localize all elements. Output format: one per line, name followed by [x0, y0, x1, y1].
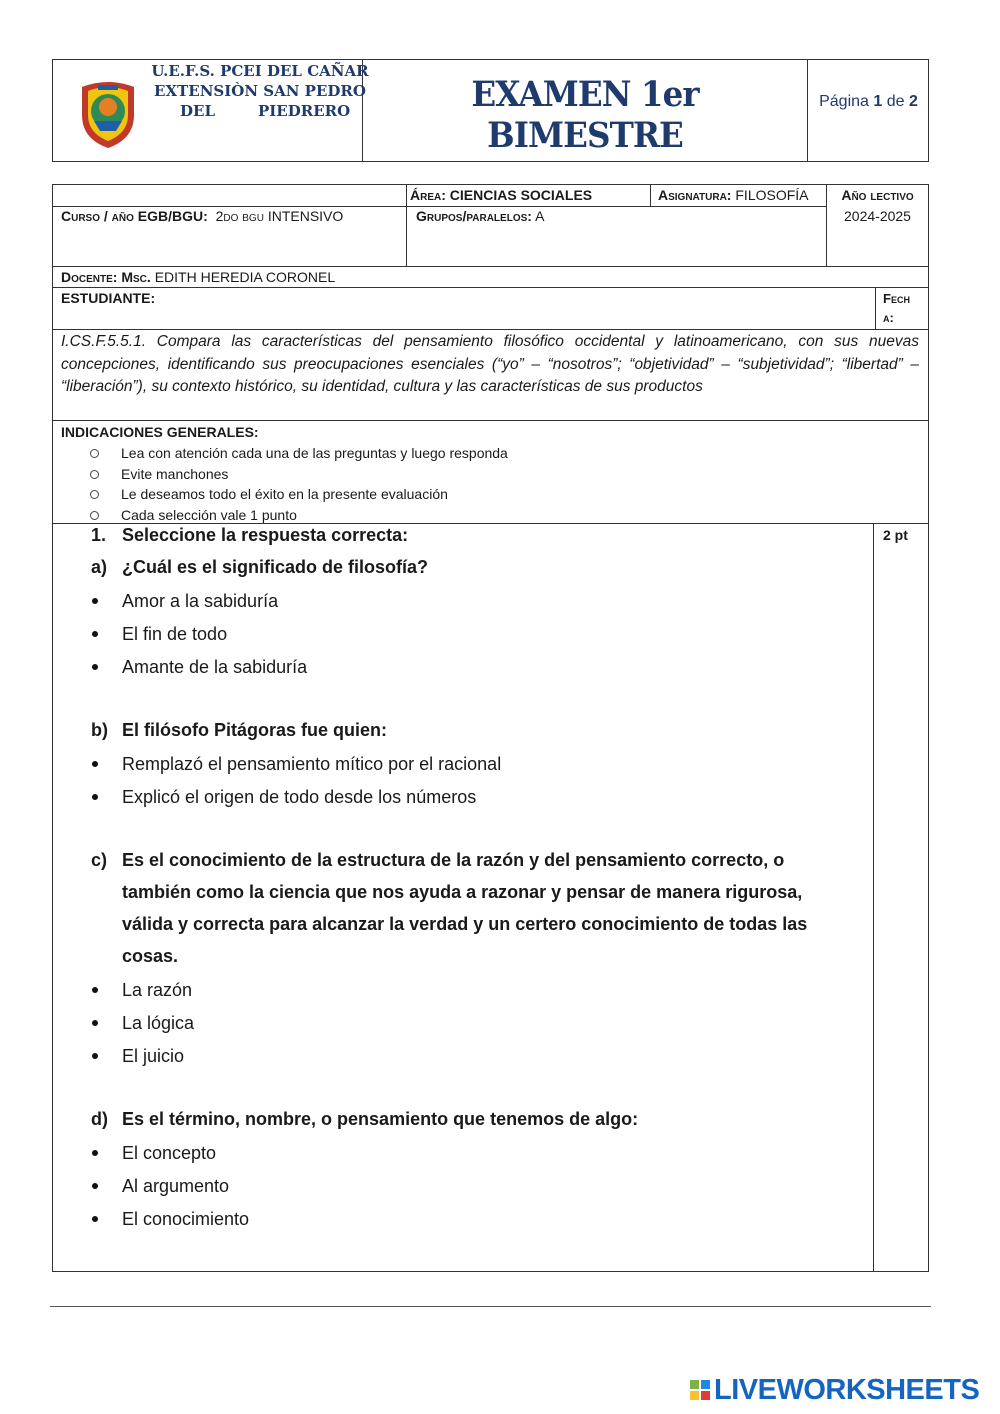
- instruction-text: Lea con atención cada una de las preguntas y luego responda: [121, 445, 508, 461]
- page-current: 1: [873, 93, 883, 110]
- col-line: [875, 287, 876, 329]
- question-text-line: cosas.: [122, 946, 179, 966]
- option-text[interactable]: Remplazó el pensamiento mítico por el racional: [122, 754, 502, 774]
- circle-bullet-icon: [90, 470, 99, 479]
- option-text[interactable]: El concepto: [122, 1143, 217, 1163]
- instruction-item: [90, 505, 790, 526]
- estudiante-label: ESTUDIANTE:: [61, 290, 156, 306]
- bullet-icon: [92, 631, 98, 637]
- school-name-line1: U.E.F.S. PCEI DEL CAÑAR: [151, 62, 369, 80]
- page-total: 2: [908, 93, 918, 110]
- question-text-line: válida y correcta para alcanzar la verdad y un certero conocimiento de todas las: [122, 914, 808, 934]
- instruction-text: Le deseamos todo el éxito en la presente evaluación: [121, 486, 448, 503]
- fecha-label-1: Fech: [883, 291, 910, 306]
- option-text[interactable]: El juicio: [122, 1046, 185, 1066]
- area-value: CIENCIAS SOCIALES: [449, 187, 593, 203]
- row-line: [52, 266, 929, 267]
- brand-blocks-icon: [690, 1380, 710, 1400]
- instruction-item: [90, 484, 790, 505]
- school-name-line3b: PIEDRERO: [258, 102, 351, 120]
- section-points: 2 pt: [883, 527, 908, 543]
- option-text[interactable]: La razón: [122, 980, 193, 1000]
- asignatura-field: [658, 187, 809, 203]
- section-title: Seleccione la respuesta correcta:: [122, 525, 409, 545]
- page-indicator: [808, 93, 929, 111]
- question-letter: a): [91, 557, 108, 577]
- bullet-icon: [92, 598, 98, 604]
- bullet-icon: [92, 1183, 98, 1189]
- area-field: [410, 187, 592, 203]
- row-line: [52, 420, 929, 421]
- option-text[interactable]: Amor a la sabiduría: [122, 591, 279, 611]
- page-label: Página: [819, 93, 869, 110]
- curso-label: Curso / año EGB/BGU:: [61, 208, 208, 224]
- question-letter: b): [91, 720, 108, 740]
- asignatura-label: Asignatura:: [658, 187, 732, 203]
- question-text-line: también como la ciencia que nos ayuda a razonar y pensar de manera rigurosa,: [122, 882, 803, 902]
- option-text[interactable]: Explicó el origen de todo desde los números: [122, 787, 477, 807]
- area-label: Área:: [410, 187, 446, 203]
- bullet-icon: [92, 664, 98, 670]
- instructions-list: [90, 443, 790, 526]
- circle-bullet-icon: [90, 449, 99, 458]
- col-line: [650, 184, 651, 206]
- instruction-item: [90, 443, 790, 464]
- instruction-text: Cada selección vale 1 punto: [121, 507, 297, 524]
- col-line: [406, 184, 407, 266]
- docente-field: [61, 269, 335, 285]
- docente-title: Msc.: [121, 269, 151, 285]
- option-text[interactable]: El conocimiento: [122, 1209, 250, 1229]
- grupos-label: Grupos/paralelos:: [416, 208, 532, 224]
- docente-label: Docente:: [61, 269, 118, 285]
- bullet-icon: [92, 1150, 98, 1156]
- brand-name[interactable]: LIVEWORKSHEETS: [714, 1373, 980, 1406]
- question-text: Es el término, nombre, o pensamiento que tenemos de algo:: [122, 1109, 639, 1129]
- instruction-text: Evite manchones: [121, 465, 229, 482]
- school-name-line3a: DEL: [180, 102, 215, 120]
- option-text[interactable]: El fin de todo: [122, 624, 228, 644]
- instructions-title: INDICACIONES GENERALES:: [61, 424, 259, 440]
- question-letter: c): [91, 850, 108, 870]
- bullet-icon: [92, 1020, 98, 1026]
- option-text[interactable]: Al argumento: [122, 1176, 230, 1196]
- question-letter: d): [91, 1109, 108, 1129]
- bullet-icon: [92, 794, 98, 800]
- row-line: [52, 206, 827, 207]
- row-line: [52, 329, 929, 330]
- circle-bullet-icon: [90, 511, 99, 520]
- curso-value: INTENSIVO: [267, 208, 344, 224]
- row-line: [52, 287, 929, 288]
- grupos-field: [416, 208, 544, 224]
- curso-field: [61, 208, 343, 224]
- school-name-line2: EXTENSIÒN SAN PEDRO: [154, 82, 366, 100]
- bullet-icon: [92, 761, 98, 767]
- bullet-icon: [92, 987, 98, 993]
- page-of: de: [886, 93, 905, 110]
- section-number: 1.: [91, 525, 107, 545]
- evaluation-criterion: I.CS.F.5.5.1. Compara las características del pensamiento filosófico occidental y latinoamericano, con sus nuevas concepciones, identificando sus preocupaciones esenciales (“yo” – “nosotros”; “objetividad” – “subjetividad”; “libertad” – “liberación”), su contexto histórico, su identidad, cultura y las características de sus productos: [61, 333, 919, 395]
- option-text[interactable]: La lógica: [122, 1013, 195, 1033]
- col-line: [873, 523, 874, 1272]
- footer-divider: [50, 1306, 931, 1307]
- bullet-icon: [92, 1216, 98, 1222]
- circle-bullet-icon: [90, 490, 99, 499]
- asignatura-value: FILOSOFÍA: [735, 187, 809, 203]
- ano-lectivo-label: Año lectivo: [841, 187, 914, 203]
- question-text: El filósofo Pitágoras fue quien:: [122, 720, 388, 740]
- fecha-label-2: a:: [883, 310, 894, 325]
- bullet-icon: [92, 1053, 98, 1059]
- docente-value: EDITH HEREDIA CORONEL: [154, 269, 336, 285]
- option-text[interactable]: Amante de la sabiduría: [122, 657, 308, 677]
- ano-lectivo-value: 2024-2025: [844, 208, 911, 224]
- school-crest-logo: [76, 77, 140, 149]
- exam-title: EXAMEN 1er BIMESTRE: [471, 74, 699, 156]
- grupos-value: A: [535, 208, 545, 224]
- instruction-item: [90, 464, 790, 485]
- curso-value-sc: 2do bgu: [215, 208, 264, 224]
- liveworksheets-logo: [690, 1375, 979, 1405]
- question-text-line: Es el conocimiento de la estructura de la razón y del pensamiento correcto, o: [122, 850, 785, 870]
- question-text: ¿Cuál es el significado de filosofía?: [122, 557, 429, 577]
